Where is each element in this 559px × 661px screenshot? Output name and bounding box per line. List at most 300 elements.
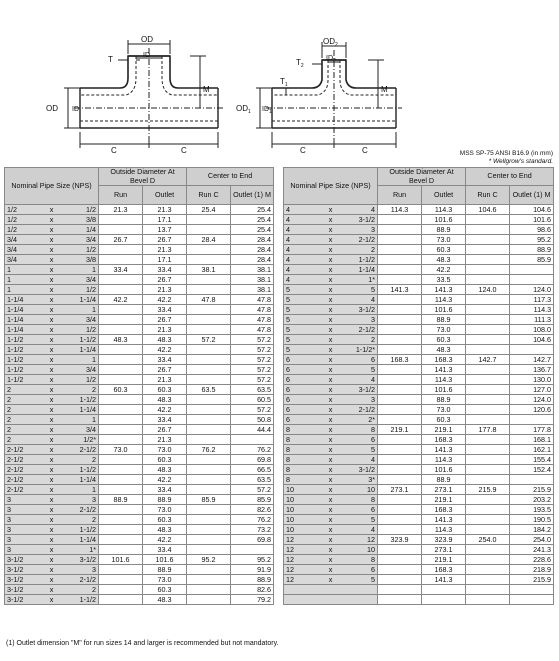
table-row — [284, 565, 554, 575]
od-run-cell: 323.9 — [378, 535, 422, 545]
table-row — [284, 205, 554, 215]
m-outlet-cell: 101.6 — [510, 215, 554, 225]
nps-run-cell: 2 — [5, 405, 41, 415]
nps-outlet-cell: 5 — [342, 365, 378, 375]
nps-run-cell: 2 — [5, 415, 41, 425]
m-outlet-cell: 162.1 — [510, 445, 554, 455]
c-run-cell — [187, 505, 231, 515]
od-run-cell — [99, 515, 143, 525]
table-row — [284, 235, 554, 245]
c-run-cell — [187, 415, 231, 425]
nps-run-cell: 3 — [5, 515, 41, 525]
nps-outlet-cell: 8 — [342, 495, 378, 505]
od-outlet-cell: 114.3 — [422, 205, 466, 215]
m-outlet-cell: 215.9 — [510, 575, 554, 585]
m-outlet-cell: 254.0 — [510, 535, 554, 545]
nps-x-cell: x — [320, 245, 342, 255]
nps-x-cell: x — [320, 535, 342, 545]
nps-run-cell: 8 — [284, 435, 320, 445]
od-run-cell — [99, 595, 143, 605]
nps-run-cell: 8 — [284, 425, 320, 435]
od-run-cell — [378, 495, 422, 505]
table-row — [284, 275, 554, 285]
nps-outlet-cell: 1/4 — [63, 225, 99, 235]
nps-run-cell: 8 — [284, 445, 320, 455]
nps-run-cell: 5 — [284, 285, 320, 295]
od-outlet-cell: 60.3 — [143, 385, 187, 395]
table-row — [5, 335, 274, 345]
right-id1-label: $ID_1$ — [262, 106, 272, 115]
nps-x-cell: x — [41, 295, 63, 305]
od-run-cell — [378, 235, 422, 245]
od-run-cell: 26.7 — [99, 235, 143, 245]
c-run-cell — [466, 555, 510, 565]
c-run-cell — [466, 225, 510, 235]
nps-outlet-cell: 10 — [342, 545, 378, 555]
m-outlet-cell: 155.4 — [510, 455, 554, 465]
od-run-cell: 88.9 — [99, 495, 143, 505]
od-outlet-cell: 219.1 — [422, 555, 466, 565]
outlet-m-header: Outlet (1) M — [510, 186, 554, 205]
od-run-cell — [99, 305, 143, 315]
od-run-cell: 73.0 — [99, 445, 143, 455]
nps-run-cell: 3-1/2 — [5, 585, 41, 595]
c-run-cell — [466, 375, 510, 385]
od-outlet-cell: 42.2 — [143, 475, 187, 485]
od-outlet-cell: 141.3 — [422, 365, 466, 375]
nps-x-cell: x — [41, 265, 63, 275]
od-run-cell — [99, 325, 143, 335]
c-run-cell — [466, 565, 510, 575]
m-outlet-cell: 184.2 — [510, 525, 554, 535]
od-run-cell — [378, 275, 422, 285]
od-outlet-cell: 101.6 — [143, 555, 187, 565]
nps-run-cell: 1-1/2 — [5, 365, 41, 375]
od-outlet-cell: 33.4 — [143, 305, 187, 315]
nps-outlet-cell: 2* — [342, 415, 378, 425]
nps-x-cell: x — [41, 385, 63, 395]
od-run-cell — [99, 435, 143, 445]
nps-run-cell: 5 — [284, 345, 320, 355]
c-run-cell: 177.8 — [466, 425, 510, 435]
nps-outlet-cell: 6 — [342, 505, 378, 515]
c-run-cell — [466, 465, 510, 475]
nps-run-cell: 10 — [284, 505, 320, 515]
c-run-cell — [187, 515, 231, 525]
od-outlet-cell: 88.9 — [422, 395, 466, 405]
table-row — [5, 575, 274, 585]
od-outlet-cell: 273.1 — [422, 545, 466, 555]
m-outlet-cell: 85.9 — [231, 495, 274, 505]
od-outlet-cell: 168.3 — [422, 565, 466, 575]
nps-outlet-cell: 2 — [63, 455, 99, 465]
nps-outlet-cell: 1 — [63, 485, 99, 495]
c-run-cell — [187, 225, 231, 235]
nps-run-cell: 1/2 — [5, 225, 41, 235]
table-row — [5, 555, 274, 565]
c-run-cell — [466, 335, 510, 345]
table-row — [284, 555, 554, 565]
od-outlet-cell: 42.2 — [422, 265, 466, 275]
nps-outlet-cell: 3-1/2 — [342, 305, 378, 315]
nps-outlet-cell: 3 — [63, 495, 99, 505]
table-row — [284, 245, 554, 255]
c-run-cell — [187, 465, 231, 475]
m-outlet-cell: 95.2 — [510, 235, 554, 245]
nps-run-cell: 2 — [5, 425, 41, 435]
right-t1-label: $T_1$ — [280, 77, 288, 88]
nps-x-cell: x — [320, 555, 342, 565]
table-row — [284, 455, 554, 465]
od-run-cell — [99, 465, 143, 475]
m-outlet-cell: 63.5 — [231, 385, 274, 395]
od-run-cell — [99, 315, 143, 325]
table-row — [284, 305, 554, 315]
c-run-cell — [187, 215, 231, 225]
od-outlet-cell: 141.3 — [422, 575, 466, 585]
table-row — [284, 335, 554, 345]
od-outlet-cell — [422, 585, 466, 595]
c-run-cell: 142.7 — [466, 355, 510, 365]
od-run-cell — [378, 415, 422, 425]
c-run-cell — [187, 435, 231, 445]
m-outlet-cell: 25.4 — [231, 215, 274, 225]
nps-outlet-cell: 1/2 — [63, 285, 99, 295]
left-t-label: T — [108, 55, 113, 64]
nps-x-cell: x — [320, 465, 342, 475]
nps-x-cell: x — [320, 325, 342, 335]
c-run-cell — [187, 355, 231, 365]
nps-x-cell: x — [41, 415, 63, 425]
nps-run-cell — [284, 585, 320, 595]
table-row — [5, 255, 274, 265]
m-outlet-cell: 111.3 — [510, 315, 554, 325]
nps-run-cell: 1/2 — [5, 215, 41, 225]
nps-outlet-cell: 5 — [342, 515, 378, 525]
od-outlet-cell: 21.3 — [143, 375, 187, 385]
right-c1-label: C — [300, 146, 306, 155]
nps-outlet-cell: 2-1/2 — [342, 235, 378, 245]
c-run-cell — [187, 315, 231, 325]
nps-outlet-cell: 1/2 — [63, 325, 99, 335]
c-run-cell — [187, 365, 231, 375]
nps-outlet-cell: 2 — [63, 585, 99, 595]
table-row — [5, 305, 274, 315]
nps-run-cell: 1 — [5, 275, 41, 285]
table-row — [5, 495, 274, 505]
od-outlet-cell: 60.3 — [143, 455, 187, 465]
m-outlet-cell: 88.9 — [231, 575, 274, 585]
nps-outlet-cell: 5 — [342, 575, 378, 585]
nps-outlet-cell: 3/8 — [63, 255, 99, 265]
nps-x-cell: x — [41, 475, 63, 485]
c-run-cell — [466, 545, 510, 555]
nps-x-cell: x — [41, 325, 63, 335]
table-row — [284, 255, 554, 265]
nps-run-cell: 6 — [284, 375, 320, 385]
nps-outlet-cell: 3-1/2 — [342, 465, 378, 475]
nps-x-cell: x — [41, 305, 63, 315]
c-run-cell — [466, 575, 510, 585]
od-run-cell: 219.1 — [378, 425, 422, 435]
c-run-cell — [187, 395, 231, 405]
table-row — [284, 425, 554, 435]
nps-run-cell: 1-1/4 — [5, 315, 41, 325]
nps-run-cell: 3 — [5, 545, 41, 555]
nps-x-cell: x — [320, 565, 342, 575]
nps-x-cell: x — [41, 405, 63, 415]
nps-run-cell: 12 — [284, 575, 320, 585]
table-row — [5, 515, 274, 525]
table-row — [5, 325, 274, 335]
c-run-cell: 47.8 — [187, 295, 231, 305]
od-outlet-cell: 60.3 — [422, 245, 466, 255]
nps-x-cell: x — [41, 565, 63, 575]
c-run-cell — [466, 475, 510, 485]
c-run-cell — [187, 345, 231, 355]
od-outlet-cell: 42.2 — [143, 295, 187, 305]
od-run-cell — [99, 245, 143, 255]
nps-x-cell: x — [320, 375, 342, 385]
table-row — [5, 385, 274, 395]
nps-outlet-cell: 8 — [342, 425, 378, 435]
table-row — [5, 465, 274, 475]
od-run-cell — [99, 405, 143, 415]
od-outlet-cell: 42.2 — [143, 405, 187, 415]
od-outlet-cell: 33.4 — [143, 485, 187, 495]
table-row — [5, 565, 274, 575]
m-outlet-cell: 104.6 — [510, 205, 554, 215]
od-run-cell — [378, 555, 422, 565]
c-run-cell — [466, 265, 510, 275]
table-row — [284, 465, 554, 475]
od-outlet-cell: 26.7 — [143, 365, 187, 375]
nps-outlet-cell: 1-1/4 — [63, 345, 99, 355]
c-run-cell — [187, 535, 231, 545]
od-run-cell: 21.3 — [99, 205, 143, 215]
table-row — [284, 435, 554, 445]
m-outlet-cell: 152.4 — [510, 465, 554, 475]
nps-x-cell: x — [41, 395, 63, 405]
nps-outlet-cell: 3/4 — [63, 235, 99, 245]
od-outlet-cell: 88.9 — [422, 475, 466, 485]
c-run-cell: 76.2 — [187, 445, 231, 455]
od-run-cell — [378, 435, 422, 445]
c-run-cell — [466, 215, 510, 225]
nps-x-cell: x — [320, 505, 342, 515]
table-row — [5, 225, 274, 235]
m-outlet-cell: 82.6 — [231, 505, 274, 515]
nps-x-cell: x — [41, 585, 63, 595]
m-outlet-cell: 228.6 — [510, 555, 554, 565]
nps-outlet-cell: 1/2 — [63, 375, 99, 385]
nps-run-cell: 4 — [284, 215, 320, 225]
od-run-cell — [378, 225, 422, 235]
c-run-cell — [187, 545, 231, 555]
od-run-cell — [378, 525, 422, 535]
nps-x-cell: x — [41, 255, 63, 265]
m-outlet-cell: 130.0 — [510, 375, 554, 385]
nps-x-cell: x — [320, 345, 342, 355]
c-run-cell: 63.5 — [187, 385, 231, 395]
od-run-cell — [99, 535, 143, 545]
table-row — [5, 535, 274, 545]
od-outlet-cell: 88.9 — [143, 495, 187, 505]
m-outlet-cell: 124.0 — [510, 395, 554, 405]
od-outlet-cell: 323.9 — [422, 535, 466, 545]
m-outlet-cell — [510, 275, 554, 285]
table-row — [5, 505, 274, 515]
m-outlet-cell: 38.1 — [231, 285, 274, 295]
nps-run-cell: 5 — [284, 305, 320, 315]
table-row — [5, 405, 274, 415]
m-outlet-cell: 50.8 — [231, 415, 274, 425]
table-row — [284, 325, 554, 335]
od-run-cell — [99, 585, 143, 595]
nps-outlet-cell: 1-1/4 — [63, 475, 99, 485]
c-run-cell: 85.9 — [187, 495, 231, 505]
od-run-cell — [378, 385, 422, 395]
nps-outlet-cell: 2-1/2 — [342, 325, 378, 335]
nps-x-cell: x — [320, 475, 342, 485]
nps-run-cell: 3/4 — [5, 245, 41, 255]
footnote: (1) Outlet dimension "M" for run sizes 14 and larger is recommended but not mandatory. — [6, 640, 279, 647]
od-outlet-cell: 13.7 — [143, 225, 187, 235]
od-run-cell: 42.2 — [99, 295, 143, 305]
c-run-cell: 215.9 — [466, 485, 510, 495]
m-outlet-cell: 95.2 — [231, 555, 274, 565]
nps-outlet-cell: 1-1/2 — [63, 525, 99, 535]
nps-x-cell: x — [41, 485, 63, 495]
nps-outlet-cell: 3/4 — [63, 275, 99, 285]
c-run-cell — [466, 405, 510, 415]
c-run-cell — [187, 475, 231, 485]
table-row — [5, 545, 274, 555]
nps-run-cell: 3 — [5, 495, 41, 505]
m-outlet-cell: 241.3 — [510, 545, 554, 555]
table-row — [284, 475, 554, 485]
c-run-cell — [466, 305, 510, 315]
nps-run-cell: 6 — [284, 405, 320, 415]
nps-run-cell: 6 — [284, 395, 320, 405]
table-row — [5, 215, 274, 225]
nps-x-cell: x — [41, 275, 63, 285]
od-run-cell — [99, 225, 143, 235]
od-run-cell — [378, 245, 422, 255]
nps-x-cell: x — [41, 575, 63, 585]
table-row — [284, 515, 554, 525]
c-run-cell — [187, 455, 231, 465]
od-run-cell — [99, 275, 143, 285]
nps-run-cell: 1-1/2 — [5, 375, 41, 385]
outside-diameter-header: Outside Diameter At Bevel D — [99, 168, 187, 186]
nps-run-cell: 5 — [284, 315, 320, 325]
table-row — [284, 485, 554, 495]
table-row — [5, 205, 274, 215]
table-row — [5, 365, 274, 375]
od-outlet-cell: 219.1 — [422, 425, 466, 435]
c-run-cell: 57.2 — [187, 335, 231, 345]
standard-line: MSS SP-75 ANSI B16.9 (in mm) — [459, 150, 553, 157]
od-run-cell — [99, 565, 143, 575]
m-outlet-cell: 193.5 — [510, 505, 554, 515]
c-run-cell — [466, 435, 510, 445]
c-run-cell — [466, 345, 510, 355]
od-run-cell — [378, 405, 422, 415]
m-outlet-cell: 38.1 — [231, 275, 274, 285]
od-run-cell — [99, 415, 143, 425]
nps-run-cell: 3 — [5, 525, 41, 535]
m-outlet-cell: 47.8 — [231, 305, 274, 315]
nps-outlet-cell: 6 — [342, 565, 378, 575]
c-run-cell — [466, 385, 510, 395]
c-run-cell: 28.4 — [187, 235, 231, 245]
od-run-cell — [378, 515, 422, 525]
m-outlet-cell: 69.8 — [231, 535, 274, 545]
od-run-cell — [378, 585, 422, 595]
od-run-cell: 60.3 — [99, 385, 143, 395]
nps-x-cell: x — [41, 545, 63, 555]
nps-x-cell: x — [320, 425, 342, 435]
nps-run-cell: 6 — [284, 415, 320, 425]
m-outlet-cell: 108.0 — [510, 325, 554, 335]
nps-outlet-cell: 4 — [342, 375, 378, 385]
od-outlet-cell: 73.0 — [143, 505, 187, 515]
nps-outlet-cell: 1 — [63, 355, 99, 365]
c-run-cell — [187, 285, 231, 295]
nps-x-cell: x — [320, 265, 342, 275]
c-run-cell — [466, 395, 510, 405]
table-row — [5, 425, 274, 435]
nps-outlet-cell: 1-1/2 — [63, 465, 99, 475]
nps-outlet-cell: 3* — [342, 475, 378, 485]
m-outlet-cell: 124.0 — [510, 285, 554, 295]
od-run-cell — [378, 475, 422, 485]
table-row — [284, 405, 554, 415]
od-outlet-cell: 114.3 — [422, 455, 466, 465]
nps-x-cell: x — [41, 555, 63, 565]
od-outlet-cell: 88.9 — [422, 315, 466, 325]
nps-run-cell: 2 — [5, 395, 41, 405]
nps-x-cell: x — [320, 215, 342, 225]
nps-outlet-cell: 2 — [63, 515, 99, 525]
od-outlet-cell: 17.1 — [143, 255, 187, 265]
c-run-cell — [187, 585, 231, 595]
m-outlet-cell: 120.6 — [510, 405, 554, 415]
c-run-cell — [466, 325, 510, 335]
nps-outlet-cell: 5 — [342, 445, 378, 455]
od-run-cell — [378, 295, 422, 305]
c-run-cell — [187, 325, 231, 335]
nps-x-cell: x — [41, 345, 63, 355]
nps-x-cell: x — [320, 445, 342, 455]
outside-diameter-header: Outside Diameter At Bevel D — [378, 168, 466, 186]
table-row — [284, 545, 554, 555]
table-row — [5, 485, 274, 495]
nps-run-cell: 6 — [284, 365, 320, 375]
right-c2-label: C — [362, 146, 368, 155]
nps-run-cell: 3-1/2 — [5, 555, 41, 565]
od-outlet-cell: 141.3 — [422, 285, 466, 295]
right-table-body — [284, 205, 554, 605]
od-outlet-cell: 141.3 — [422, 515, 466, 525]
nps-x-cell: x — [320, 405, 342, 415]
nps-x-cell: x — [41, 425, 63, 435]
od-run-cell — [99, 285, 143, 295]
right-id2-label: $ID_2$ — [326, 55, 336, 64]
c-run-cell — [187, 565, 231, 575]
nps-outlet-cell: 3/8 — [63, 215, 99, 225]
